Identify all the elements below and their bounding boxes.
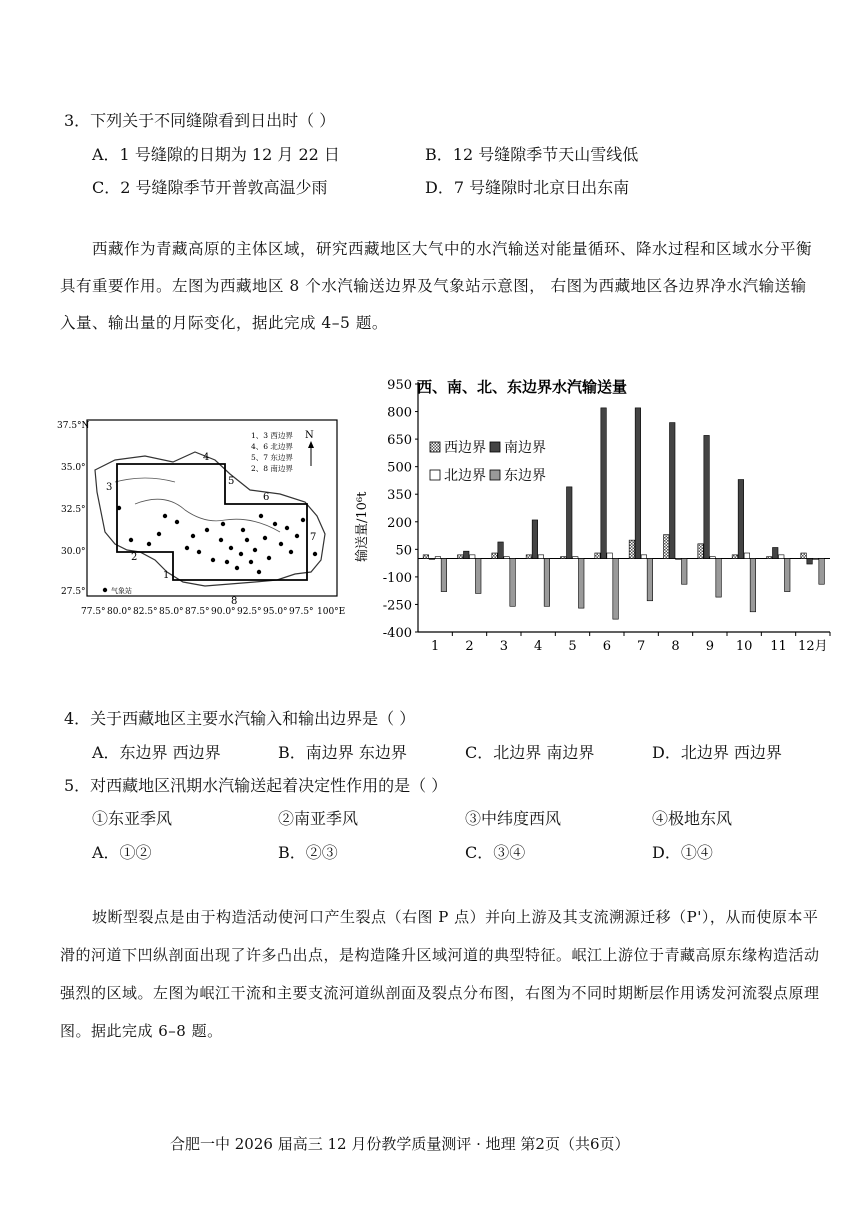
- bar-west: [629, 540, 635, 558]
- bar-west: [732, 555, 738, 559]
- y-tick-label: 200: [387, 515, 412, 531]
- bar-south: [670, 423, 676, 559]
- bar-north: [641, 555, 647, 559]
- lon-label: 80.0°: [107, 607, 132, 617]
- bar-north: [538, 555, 544, 559]
- boundary-number: 6: [263, 492, 270, 503]
- q5-option-a: A．①②: [92, 843, 152, 862]
- legend-label: 西边界: [444, 440, 486, 456]
- y-tick-label: 50: [395, 543, 412, 559]
- lon-label: 95.0°: [263, 607, 288, 617]
- bar-east: [544, 559, 550, 607]
- q5-option-c: C．③④: [465, 843, 526, 862]
- legend-swatch-east: [490, 470, 500, 480]
- lat-label: 37.5°N: [57, 421, 90, 431]
- bar-east: [716, 559, 722, 598]
- q5-item: ②南亚季风: [278, 809, 359, 828]
- boundary-lines: [117, 464, 307, 580]
- lat-label: 35.0°: [61, 463, 86, 473]
- boundary-number: 5: [228, 476, 235, 487]
- q3-option-a: A．1 号缝隙的日期为 12 月 22 日: [92, 145, 340, 164]
- lon-label: 77.5°: [81, 607, 106, 617]
- bar-north: [607, 553, 613, 559]
- chart-title: 西、南、北、东边界水汽输送量: [417, 378, 628, 396]
- bar-east: [510, 559, 516, 607]
- bar-west: [664, 535, 670, 559]
- bar-south: [532, 520, 538, 559]
- q5-item: ③中纬度西风: [465, 809, 562, 828]
- inner-region-line: [115, 478, 175, 482]
- q4-option-d: D．北边界 西边界: [652, 743, 782, 762]
- legend-label: 东边界: [504, 468, 546, 484]
- lat-label: 27.5°: [61, 587, 86, 597]
- bar-east: [613, 559, 619, 620]
- bar-west: [561, 557, 567, 559]
- bar-east: [785, 559, 791, 592]
- lon-label: 90.0°: [211, 607, 236, 617]
- tibet-boundary-map: [55, 412, 350, 632]
- lat-label: 30.0°: [61, 547, 86, 557]
- x-tick-label: 4: [534, 639, 543, 654]
- y-tick-label: 950: [387, 378, 412, 393]
- bar-north: [676, 559, 682, 560]
- y-tick-label: 800: [387, 405, 412, 421]
- x-tick-label: 11: [770, 639, 787, 654]
- map-legend-item: 5、7 东边界: [251, 453, 293, 462]
- station-legend-label: 气象站: [111, 587, 132, 595]
- y-tick-label: 350: [387, 488, 412, 504]
- y-tick-label: -250: [382, 598, 412, 614]
- legend-label: 北边界: [444, 468, 486, 484]
- boundary-number: 4: [203, 452, 210, 463]
- q5-item: ①东亚季风: [92, 809, 173, 828]
- q3-stem: 3．下列关于不同缝隙看到日出时（ ）: [64, 111, 336, 130]
- lon-label: 97.5°: [289, 607, 314, 617]
- q3-option-b: B．12 号缝隙季节天山雪线低: [425, 145, 639, 164]
- chart-legend: [430, 439, 546, 484]
- q4-option-a: A．东边界 西边界: [92, 743, 221, 762]
- bar-south: [464, 551, 470, 558]
- bar-east: [476, 559, 482, 594]
- q4-option-c: C．北边界 南边界: [465, 743, 595, 762]
- bar-east: [441, 559, 447, 592]
- bar-west: [767, 557, 773, 559]
- x-tick-label: 7: [637, 639, 646, 654]
- bar-west: [458, 555, 464, 559]
- x-tick-label: 9: [705, 639, 714, 654]
- bar-west: [595, 553, 601, 559]
- page-footer: 合肥一中 2026 届高三 12 月份教学质量测评 · 地理 第2页（共6页）: [170, 1135, 630, 1153]
- lon-label: 87.5°: [185, 607, 210, 617]
- q5-stem: 5．对西藏地区汛期水汽输送起着决定性作用的是（ ）: [64, 776, 448, 795]
- x-tick-label: 6: [602, 639, 611, 654]
- q5-item: ④极地东风: [652, 809, 733, 828]
- bar-west: [526, 555, 532, 559]
- chart-ylabel: 输送量/10⁶t: [355, 491, 370, 562]
- bar-south: [498, 542, 504, 559]
- y-tick-label: 650: [387, 433, 412, 449]
- x-tick-label: 1: [431, 639, 440, 654]
- bar-north: [435, 557, 441, 559]
- q5-option-b: B．②③: [278, 843, 338, 862]
- bar-north: [779, 555, 785, 559]
- bar-north: [744, 553, 750, 559]
- lon-label: 85.0°: [159, 607, 184, 617]
- bar-north: [504, 557, 510, 559]
- q4-stem: 4．关于西藏地区主要水汽输入和输出边界是（ ）: [64, 709, 416, 728]
- lon-label: 92.5°: [237, 607, 262, 617]
- bar-east: [819, 559, 825, 585]
- legend-swatch-west: [430, 442, 440, 452]
- bar-east: [647, 559, 653, 601]
- bar-east: [579, 559, 585, 609]
- legend-swatch-south: [490, 442, 500, 452]
- bar-south: [635, 408, 641, 559]
- bar-east: [750, 559, 756, 612]
- lat-label: 32.5°: [61, 505, 86, 515]
- q3-option-c: C．2 号缝隙季节开普敦高温少雨: [92, 178, 328, 197]
- bar-south: [601, 408, 607, 559]
- station-legend-icon: [103, 588, 107, 592]
- y-tick-label: 500: [387, 460, 412, 476]
- legend-swatch-north: [430, 470, 440, 480]
- x-tick-label: 5: [568, 639, 577, 654]
- bar-west: [801, 553, 807, 559]
- bar-north: [813, 559, 819, 560]
- bar-east: [682, 559, 688, 585]
- water-vapor-chart: [352, 372, 842, 662]
- y-tick-label: -400: [382, 626, 412, 641]
- lon-label: 82.5°: [133, 607, 158, 617]
- bar-west: [492, 553, 498, 559]
- bar-south: [738, 480, 744, 559]
- boundary-number: 1: [163, 570, 170, 581]
- q3-option-d: D．7 号缝隙时北京日出东南: [425, 178, 630, 197]
- boundary-number: 3: [106, 482, 113, 493]
- x-tick-label: 8: [671, 639, 680, 654]
- bar-south: [567, 487, 573, 559]
- legend-label: 南边界: [504, 440, 546, 456]
- bar-north: [470, 555, 476, 559]
- y-tick-label: -100: [382, 570, 412, 586]
- bar-west: [423, 555, 429, 559]
- map-legend-item: 1、3 西边界: [251, 431, 293, 440]
- map-legend-item: 2、8 南边界: [251, 464, 293, 473]
- boundary-number: 7: [310, 532, 317, 543]
- bar-north: [710, 557, 716, 559]
- bar-south: [429, 559, 435, 560]
- north-arrow-label: N: [305, 430, 314, 441]
- bar-north: [573, 557, 579, 559]
- map-legend-item: 4、6 北边界: [251, 442, 293, 451]
- boundary-number: 2: [131, 552, 138, 563]
- q4-option-b: B．南边界 东边界: [278, 743, 407, 762]
- weather-stations: [117, 506, 317, 574]
- bar-west: [698, 544, 704, 559]
- lon-label: 100°E: [317, 607, 346, 617]
- q5-option-d: D．①④: [652, 843, 713, 862]
- x-tick-label: 12月: [798, 639, 828, 654]
- passage-knickpoint: 坡断型裂点是由于构造活动使河口产生裂点（右图 P 点）并向上游及其支流溯源迁移（P'），从而使原本平滑的河道下凹纵剖面出现了许多凸出点，是构造隆升区域河道的典型特征。岷江上游位于青藏高原东缘构造活动强烈的区域。左图为岷江干流和主要支流河道纵剖面及裂点分布图，右图为不同时期断层作用诱发河流裂点原理图。据此完成 6–8 题。: [60, 908, 820, 1040]
- x-tick-label: 10: [735, 639, 753, 654]
- passage-tibet: 西藏作为青藏高原的主体区域，研究西藏地区大气中的水汽输送对能量循环、降水过程和区域水分平衡具有重要作用。左图为西藏地区 8 个水汽输送边界及气象站示意图， 右图为西藏地区各边界净水汽输送输入量、输出量的月际变化，据此完成 4–5 题。: [60, 240, 813, 332]
- x-tick-label: 2: [465, 639, 474, 654]
- bar-south: [773, 547, 779, 558]
- bar-south: [704, 435, 710, 558]
- bar-south: [807, 559, 813, 565]
- x-tick-label: 3: [499, 639, 508, 654]
- boundary-number: 8: [231, 596, 238, 607]
